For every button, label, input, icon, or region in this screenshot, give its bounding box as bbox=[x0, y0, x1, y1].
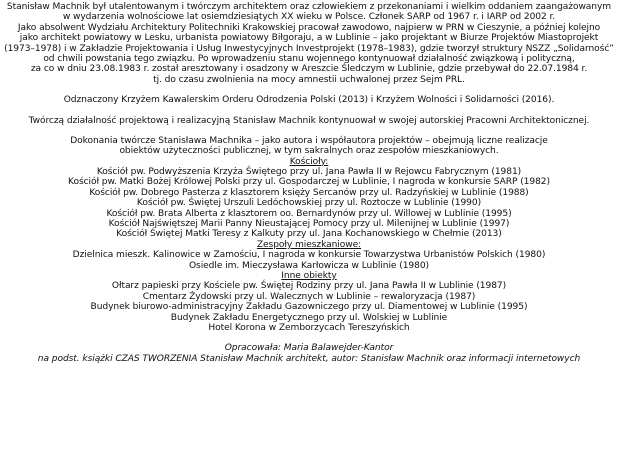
list-item: Budynek biurowo-administracyjny Zakładu Gazowniczego przy ul. Diamentowej w Lublinie (1995) bbox=[90, 302, 528, 313]
bio-line: w wydarzenia wolnościowe lat osiemdziesiątych XX wieku w Polsce. Członek SARP od 1967 r. i IARP od 2002 r. bbox=[62, 12, 556, 23]
list-item: Hotel Korona w Zemborzycach Tereszyńskich bbox=[208, 322, 410, 333]
list-item: Ołtarz papieski przy Kościele pw. Świętej Rodziny przy ul. Jana Pawła II w Lublinie (1987) bbox=[111, 281, 507, 292]
intro-line: obiektów użyteczności publicznej, w tym sakralnych oraz zespołów mieszkaniowych. bbox=[119, 146, 499, 157]
list-item: Osiedle im. Mieczysława Karłowicza w Lublinie (1980) bbox=[188, 260, 430, 271]
bio-line: od chwili powstania tego związku. Po wprowadzeniu stanu wojennego kontynuował działalność związkową i polityczną, bbox=[43, 53, 575, 64]
prepared-by: Opracowała: Maria Balawejder-Kantor bbox=[224, 343, 394, 354]
other-heading: Inne obiekty bbox=[281, 270, 337, 281]
list-item: Kościół pw. Brata Alberta z klasztorem oo. Bernardynów przy ul. Willowej w Lublinie (1995) bbox=[106, 208, 512, 219]
honors-text: Odznaczony Krzyżem Kawalerskim Orderu Odrodzenia Polski (2013) i Krzyżem Wolności i Solidarności (2016). bbox=[63, 95, 555, 106]
list-item: Kościół pw. Matki Bożej Królowej Polski przy ul. Gospodarczej w Lublinie, I nagroda w konkursie SARP (1982) bbox=[68, 177, 550, 188]
list-item: Budynek Zakładu Energetycznego przy ul. Wolskiej w Lublinie bbox=[170, 312, 448, 323]
source-note: na podst. książki CZAS TWORZENIA Stanisław Machnik architekt, autor: Stanisław Machnik oraz informacji internetowych bbox=[37, 353, 581, 364]
list-item: Kościół Świętej Matki Teresy z Kalkuty przy ul. Jana Kochanowskiego w Chełmie (2013) bbox=[116, 229, 502, 240]
housing-section bbox=[0, 240, 618, 271]
credits bbox=[0, 343, 618, 364]
bio-line: za co w dniu 23.08.1983 r. został aresztowany i osadzony w Areszcie Śledczym w Lublinie, gdzie przebywał do 22.07.1984 r. bbox=[30, 64, 588, 75]
bio-line: tj. do czasu zwolnienia na mocy amnestii uchwalonej przez Sejm PRL. bbox=[153, 74, 465, 85]
bio-line: (1973–1978) i w Zakładzie Projektowania i Usług Inwestycyjnych Investprojekt (1978–1983), gdzie tworzył struktury NSZZ „Solidarność” bbox=[4, 43, 614, 54]
churches-heading: Kościoły: bbox=[289, 156, 329, 167]
office-text: Twórczą działalność projektową i realizacyjną Stanisław Machnik kontynuował w swojej autorskiej Pracowni Architektonicznej. bbox=[28, 115, 590, 126]
other-section bbox=[0, 271, 618, 333]
list-item: Cmentarz Żydowski przy ul. Walecznych w Lublinie – rewaloryzacja (1987) bbox=[142, 291, 476, 302]
bio-line: jako architekt powiatowy w Lesku, urbanista powiatowy Biłgoraju, a w Lublinie – jako projektant w Biurze Projektów Miastoprojekt bbox=[19, 33, 599, 44]
bio-line: Stanisław Machnik był utalentowanym i twórczym architektem oraz człowiekiem z przekonaniami i wielkim oddaniem zaangażowanym bbox=[6, 2, 612, 12]
list-item: Dzielnica mieszk. Kalinowice w Zamościu, I nagroda w konkursie Towarzystwa Urbanistów Polskich (1980) bbox=[72, 250, 546, 261]
works-intro bbox=[0, 136, 618, 157]
list-item: Kościół Najświętszej Marii Panny Nieustającej Pomocy przy ul. Milenijnej w Lublinie (1997) bbox=[108, 219, 510, 230]
intro-line: Dokonania twórcze Stanisława Machnika – jako autora i współautora projektów – obejmują liczne realizacje bbox=[70, 135, 548, 146]
churches-section bbox=[0, 157, 618, 240]
list-item: Kościół pw. Dobrego Pasterza z klasztorem księży Sercanów przy ul. Radzyńskiej w Lublinie (1988) bbox=[89, 187, 529, 198]
housing-heading: Zespoły mieszkaniowe: bbox=[256, 239, 362, 250]
bio-line: Jako absolwent Wydziału Architektury Politechniki Krakowskiej pracował zawodowo, najpierw w PRN w Cieszynie, a później kolejno bbox=[17, 22, 601, 33]
bio-paragraph bbox=[0, 2, 618, 85]
list-item: Kościół pw. Podwyższenia Krzyża Świętego przy ul. Jana Pawła II w Rejowcu Fabrycznym (1981) bbox=[96, 167, 522, 178]
list-item: Kościół pw. Świętej Urszuli Ledóchowskiej przy ul. Roztocze w Lublinie (1990) bbox=[136, 198, 482, 209]
